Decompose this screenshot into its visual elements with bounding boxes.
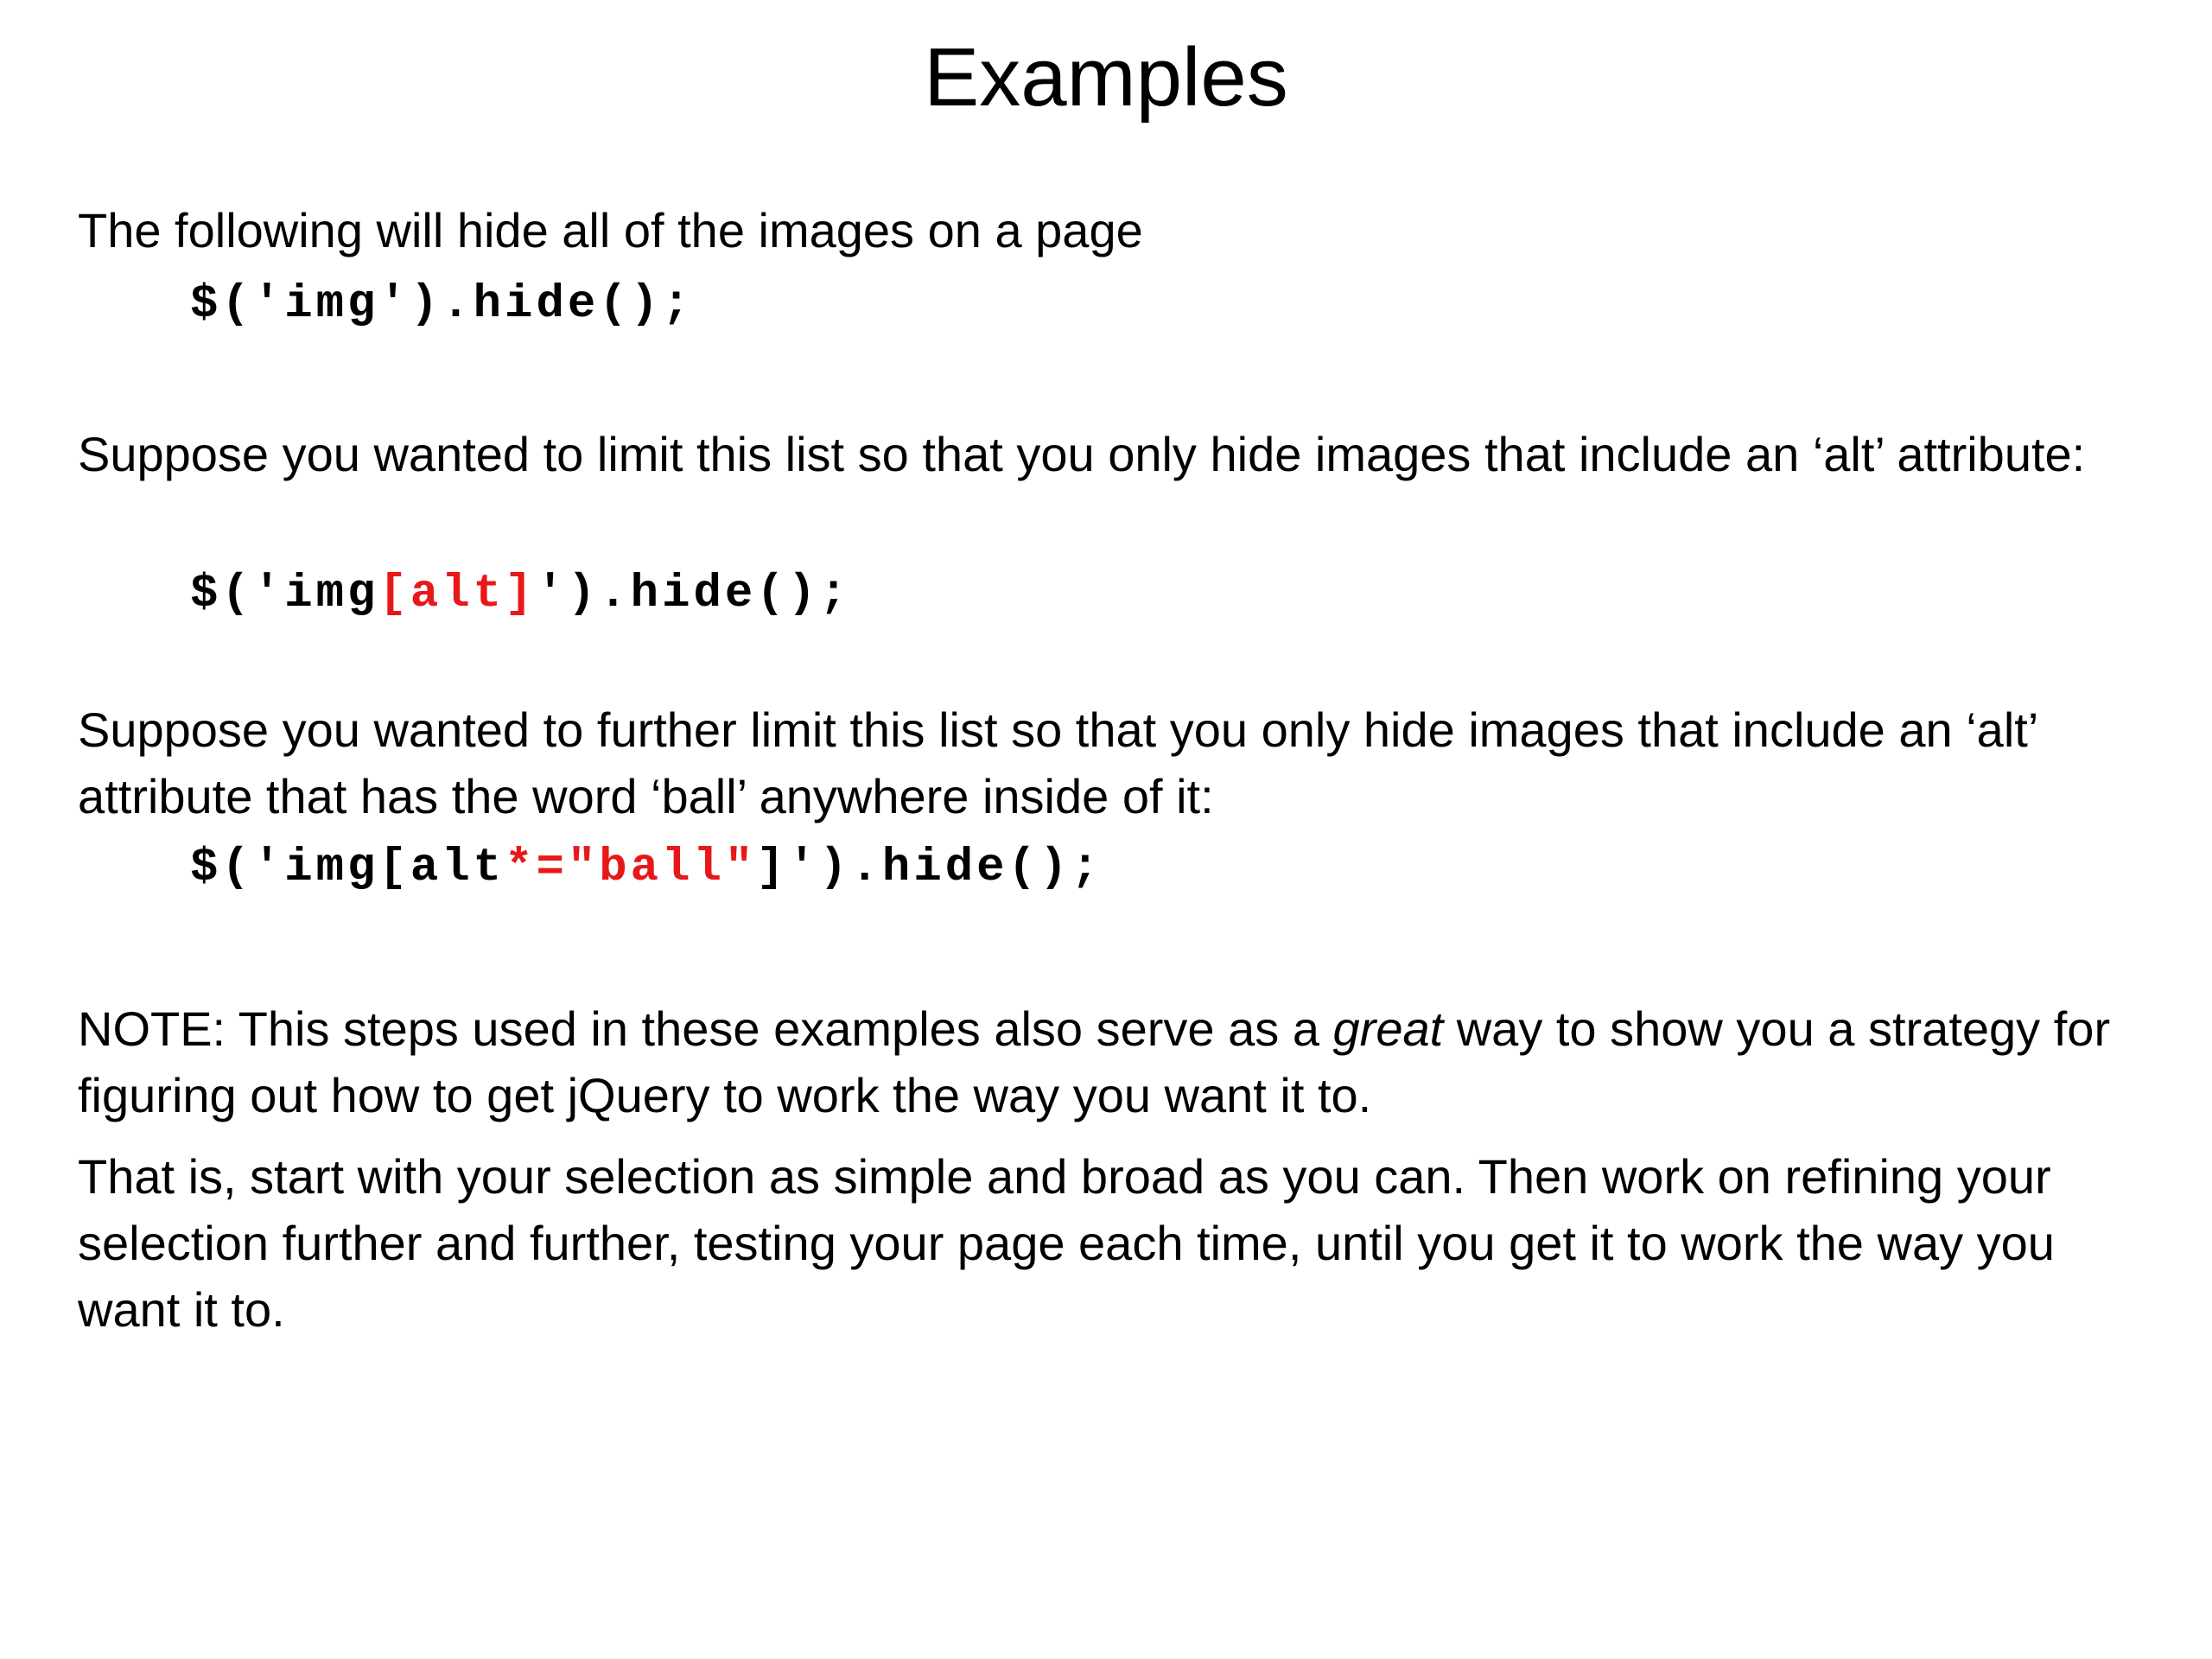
code-text: $('img xyxy=(190,568,379,620)
strategy-paragraph: That is, start with your selection as simple and broad as you can. Then work on refining your selection further and further, testing your page each time, until you get it to work the way you want it to. xyxy=(78,1149,2055,1337)
code-example-hide-all: $('img').hide(); xyxy=(190,278,694,331)
code-highlight: *="ball" xyxy=(505,842,757,894)
note-paragraph xyxy=(78,995,2152,1128)
code-highlight: [alt] xyxy=(378,568,537,620)
code-example-alt-ball xyxy=(190,838,1103,899)
note-text: NOTE: This steps used in these examples also serve as a xyxy=(78,1001,1333,1056)
note-emphasis: great xyxy=(1332,1001,1444,1056)
note-text: way to show you a strategy for figuring out how to get jQuery to work the way you want it to. xyxy=(78,1001,2111,1122)
slide-title: Examples xyxy=(924,31,1288,124)
paragraph-limit-alt-ball: Suppose you wanted to further limit this list so that you only hide images that include an ‘alt’ attribute that has the word ‘ball’ anywhere inside of it: xyxy=(78,702,2037,823)
code-example-alt xyxy=(190,564,851,625)
code-text: ').hide(); xyxy=(536,568,851,620)
code-text: $('img[alt xyxy=(190,842,505,894)
paragraph-limit-alt: Suppose you wanted to limit this list so that you only hide images that include an ‘alt’ attribute: xyxy=(78,427,2086,481)
code-text: ]').hide(); xyxy=(756,842,1103,894)
paragraph-hide-all-images: The following will hide all of the images on a page xyxy=(78,203,1143,257)
